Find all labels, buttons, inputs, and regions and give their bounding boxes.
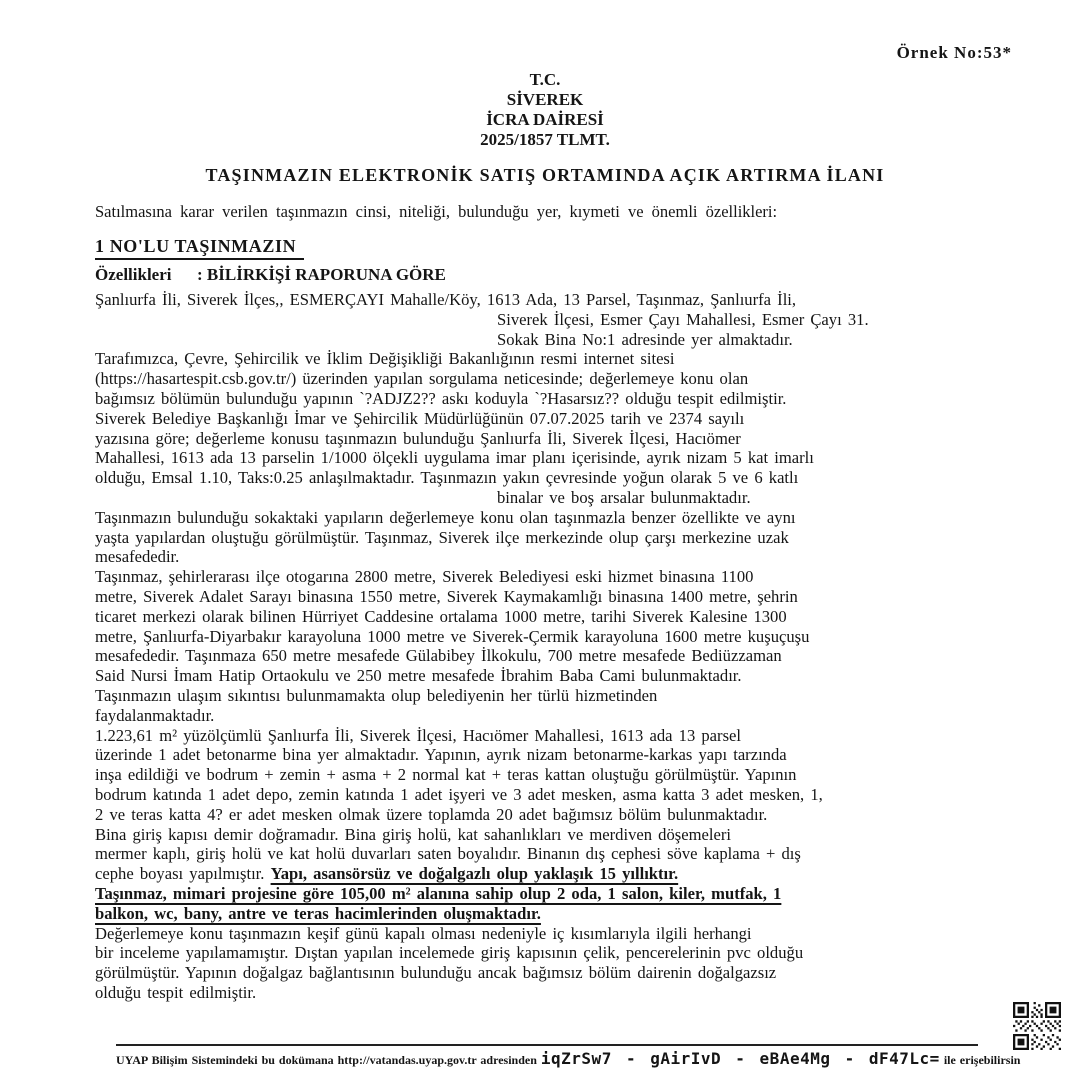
document-line: metre, Şanlıurfa-Diyarbakır karayoluna 1000 metre ve Siverek-Çermik karayoluna 1600 metre kuşuçuşu <box>95 626 810 646</box>
section-heading-text: 1 NO'LU TAŞINMAZIN <box>95 236 304 260</box>
document-line: inşa edildiği ve bodrum + zemin + asma + 2 normal kat + teras kattan oluştuğu görülmüştür. Yapının <box>95 765 797 785</box>
header-line-case-number: 2025/1857 TLMT. <box>480 130 610 149</box>
document-line: üzerinde 1 adet betonarme bina yer almaktadır. Yapının, ayrık nizam betonarme-karkas yapı tarzında <box>95 745 787 765</box>
document-line: binalar ve boş arsalar bulunmaktadır. <box>497 487 751 507</box>
footer-prefix: UYAP Bilişim Sistemindeki bu dokümana http://vatandas.uyap.gov.tr adresinden <box>116 1053 541 1067</box>
footer-access-code: iqZrSw7 - gAirIvD - eBAe4Mg - dF47Lc= <box>540 1049 940 1068</box>
document-line: metre, Siverek Adalet Sarayı binasına 1550 metre, Siverek Kaymakamlığı binasına 1400 metre, şehrin <box>95 586 798 606</box>
document-line: Şanlıurfa İli, Siverek İlçes,, ESMERÇAYI Mahalle/Köy, 1613 Ada, 13 Parsel, Taşınmaz, Şanlıurfa İli, <box>95 290 797 309</box>
features-value: : BİLİRKİŞİ RAPORUNA GÖRE <box>197 265 446 284</box>
document-line: yazısına göre; değerleme konusu taşınmazın bulunduğu Şanlıurfa İli, Siverek İlçesi, Hacıömer <box>95 428 741 448</box>
document-line: faydalanmaktadır. <box>95 705 215 725</box>
document-line: Mahallesi, 1613 ada 13 parselin 1/1000 ölçekli uygulama imar planı içerisinde, ayrık nizam 5 kat imarlı <box>95 448 814 468</box>
document-line: ticaret merkezi olarak bilinen Hürriyet Caddesine ortalama 1000 metre, tarihi Siverek Kalesine 1300 <box>95 606 787 626</box>
features-row <box>95 265 1090 285</box>
document-line: mermer kaplı, giriş holü ve kat holü duvarları saten boyalıdır. Binanın dış cephesi söve kaplama + dış <box>95 844 801 864</box>
qr-code-icon <box>1012 1002 1062 1050</box>
section-heading <box>95 236 1090 257</box>
header-line-city: SİVEREK <box>506 90 584 109</box>
document-line: Sokak Bina No:1 adresinde yer almaktadır. <box>497 329 793 349</box>
document-line: bir inceleme yapılamamıştır. Dıştan yapılan incelemede giriş kapısının çelik, pencerelerinin pvc olduğu <box>95 943 804 963</box>
header-line-tc: T.C. <box>529 70 561 89</box>
intro-text: Satılmasına karar verilen taşınmazın cinsi, niteliği, bulunduğu yer, kıymeti ve önemli özellikleri: <box>95 202 778 221</box>
document-line: bağımsız bölümün bulunduğu yapının `?ADJZ2?? askı koduyla `?Hasarsız?? olduğu tespit edilmiştir. <box>95 388 787 408</box>
court-header <box>0 0 1090 150</box>
footer-suffix: ile erişebilirsin <box>939 1053 1021 1067</box>
document-line: yaşta yapılardan oluştuğu görülmüştür. Taşınmaz, Siverek ilçe merkezinde olup çarşı merkezine uzak <box>95 527 789 547</box>
document-body <box>95 290 1010 1003</box>
footer-access-text <box>116 1049 1020 1068</box>
document-line: Bina giriş kapısı demir doğramadır. Bina giriş holü, kat sahanlıkları ve merdiven döşemeleri <box>95 824 731 844</box>
document-line: olduğu tespit edilmiştir. <box>95 982 257 1002</box>
document-line: (https://hasartespit.csb.gov.tr/) üzerinden yapılan sorgulama neticesinde; değerlemeye konu olan <box>95 369 749 389</box>
document-line: Siverek Belediye Başkanlığı İmar ve Şehircilik Müdürlüğünün 07.07.2025 tarih ve 2374 sayılı <box>95 408 745 428</box>
document-line: mesafededir. <box>95 547 180 567</box>
document-line: Tarafımızca, Çevre, Şehircilik ve İklim Değişikliği Bakanlığının resmi internet sitesi <box>95 349 675 369</box>
sample-number: Örnek No:53* <box>896 43 1012 62</box>
document-line: bodrum katında 1 adet depo, zemin katında 1 adet işyeri ve 3 adet mesken, asma katta 3 adet mesken, 1, <box>95 784 823 804</box>
document-line: olduğu, Emsal 1.10, Taks:0.25 anlaşılmaktadır. Taşınmazın yakın çevresinde yoğun olarak 5 ve 6 katlı <box>95 468 799 488</box>
document-line: Taşınmaz, şehirlerarası ilçe otogarına 2800 metre, Siverek Belediyesi eski hizmet binasına 1100 <box>95 567 754 587</box>
line-text: cephe boyası yapılmıştır. <box>95 864 271 884</box>
document-line: Taşınmazın bulunduğu sokaktaki yapıların değerlemeye konu olan taşınmazla benzer özellikte ve aynı <box>95 507 796 527</box>
header-line-office: İCRA DAİRESİ <box>486 110 604 129</box>
document-line: balkon, wc, bany, antre ve teras hacimlerinden oluşmaktadır. <box>95 903 541 923</box>
document-line: Değerlemeye konu taşınmazın keşif günü kapalı olması nedeniyle iç kısımlarıyla ilgili herhangi <box>95 923 752 943</box>
document-line: görülmüştür. Yapının doğalgaz bağlantısının bulunduğu ancak bağımsız bölüm dairenin doğalgazsız <box>95 963 777 983</box>
emphasized-text: Yapı, asansörsüz ve doğalgazlı olup yaklaşık 15 yıllıktır. <box>270 864 679 884</box>
document-line: mesafededir. Taşınmaza 650 metre mesafede Gülabibey İlkokulu, 700 metre mesafede Bediüzzaman <box>95 646 782 666</box>
document-line: 1.223,61 m² yüzölçümlü Şanlıurfa İli, Siverek İlçesi, Hacıömer Mahallesi, 1613 ada 13 parsel <box>95 725 742 745</box>
features-label: Özellikleri <box>95 265 172 284</box>
document-line: Taşınmazın ulaşım sıkıntısı bulunmamakta olup belediyenin her türlü hizmetinden <box>95 685 658 705</box>
document-line <box>95 864 1010 884</box>
footer-divider <box>116 1044 978 1046</box>
document-line: 2 ve teras katta 4? er adet mesken olmak üzere toplamda 20 adet bağımsız bölüm bulunmaktadır. <box>95 804 768 824</box>
document-line: Siverek İlçesi, Esmer Çayı Mahallesi, Esmer Çayı 31. <box>497 309 869 329</box>
document-line: Said Nursi İmam Hatip Ortaokulu ve 250 metre mesafede İbrahim Baba Cami bulunmaktadır. <box>95 666 742 686</box>
document-title: TAŞINMAZIN ELEKTRONİK SATIŞ ORTAMINDA AÇIK ARTIRMA İLANI <box>205 165 885 185</box>
document-line: Taşınmaz, mimari projesine göre 105,00 m² alanına sahip olup 2 oda, 1 salon, kiler, mutfak, 1 <box>95 883 782 903</box>
